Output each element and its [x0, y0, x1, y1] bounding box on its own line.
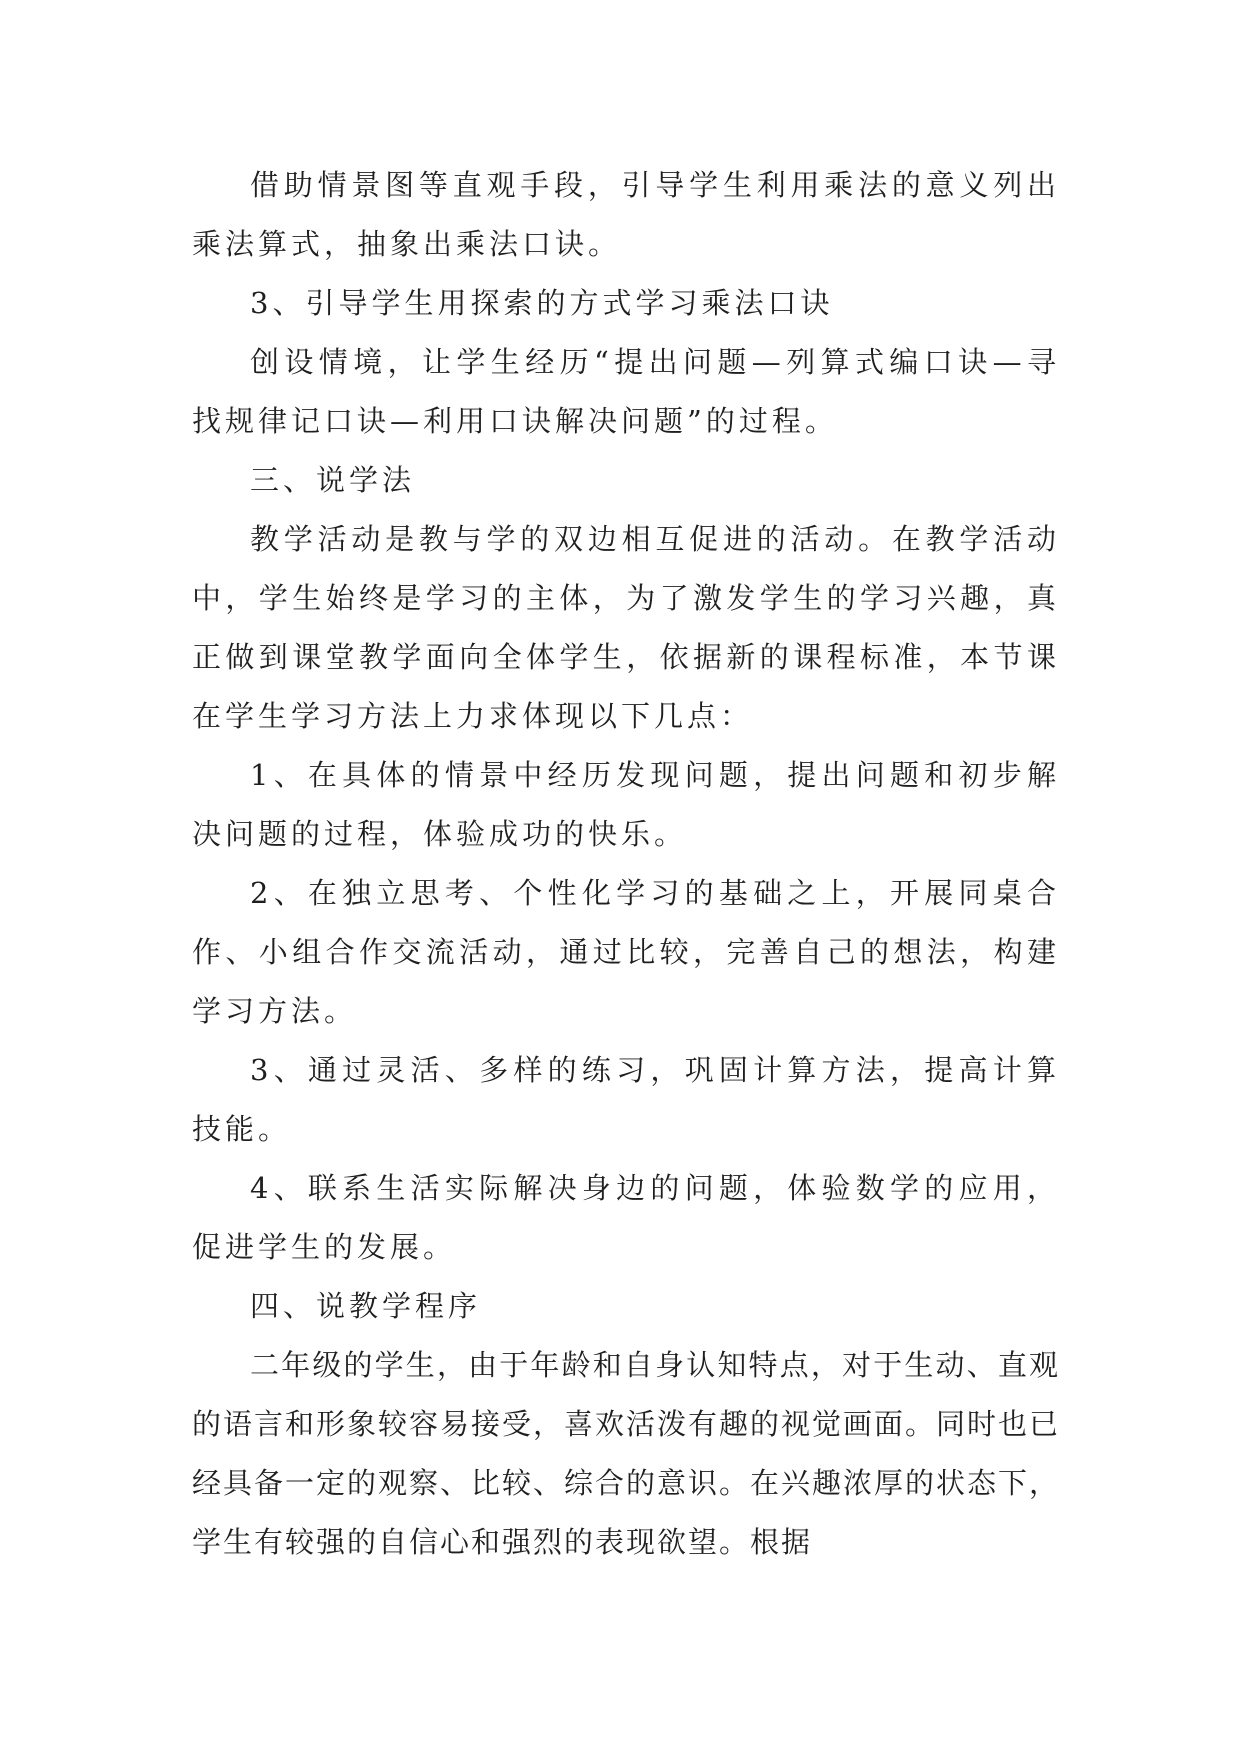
paragraph-method-2: 2、在独立思考、个性化学习的基础之上，开展同桌合作、小组合作交流活动，通过比较，完善自己的想法，构建学习方法。 [192, 876, 1060, 1028]
paragraph-method-3: 3、通过灵活、多样的练习，巩固计算方法，提高计算技能。 [192, 1053, 1060, 1146]
section-heading-learning-method: 三、说学法 [250, 463, 416, 497]
paragraph-method-4: 4、联系生活实际解决身边的问题，体验数学的应用，促进学生的发展。 [192, 1171, 1060, 1264]
paragraph-second-grade-students: 二年级的学生，由于年龄和自身认知特点，对于生动、直观的语言和形象较容易接受，喜欢活泼有趣的视觉画面。同时也已经具备一定的观察、比较、综合的意识。在兴趣浓厚的状态下，学生有较强的自信心和强烈的表现欲望。根据 [192, 1348, 1061, 1559]
document-body [192, 156, 1060, 1572]
section-heading-teaching-procedure: 四、说教学程序 [250, 1289, 482, 1323]
paragraph-point-3-explore: 3、引导学生用探索的方式学习乘法口诀 [250, 286, 834, 320]
paragraph-create-situation: 创设情境，让学生经历“提出问题—列算式编口诀—寻找规律记口诀—利用口诀解决问题”的过程。 [192, 345, 1060, 438]
paragraph-teaching-activity: 教学活动是教与学的双边相互促进的活动。在教学活动中，学生始终是学习的主体，为了激发学生的学习兴趣，真正做到课堂教学面向全体学生，依据新的课程标准，本节课在学生学习方法上力求体现以下几点： [192, 522, 1060, 733]
paragraph-method-1: 1、在具体的情景中经历发现问题，提出问题和初步解决问题的过程，体验成功的快乐。 [192, 758, 1060, 851]
paragraph-intuitive-means: 借助情景图等直观手段，引导学生利用乘法的意义列出乘法算式，抽象出乘法口诀。 [192, 168, 1060, 261]
